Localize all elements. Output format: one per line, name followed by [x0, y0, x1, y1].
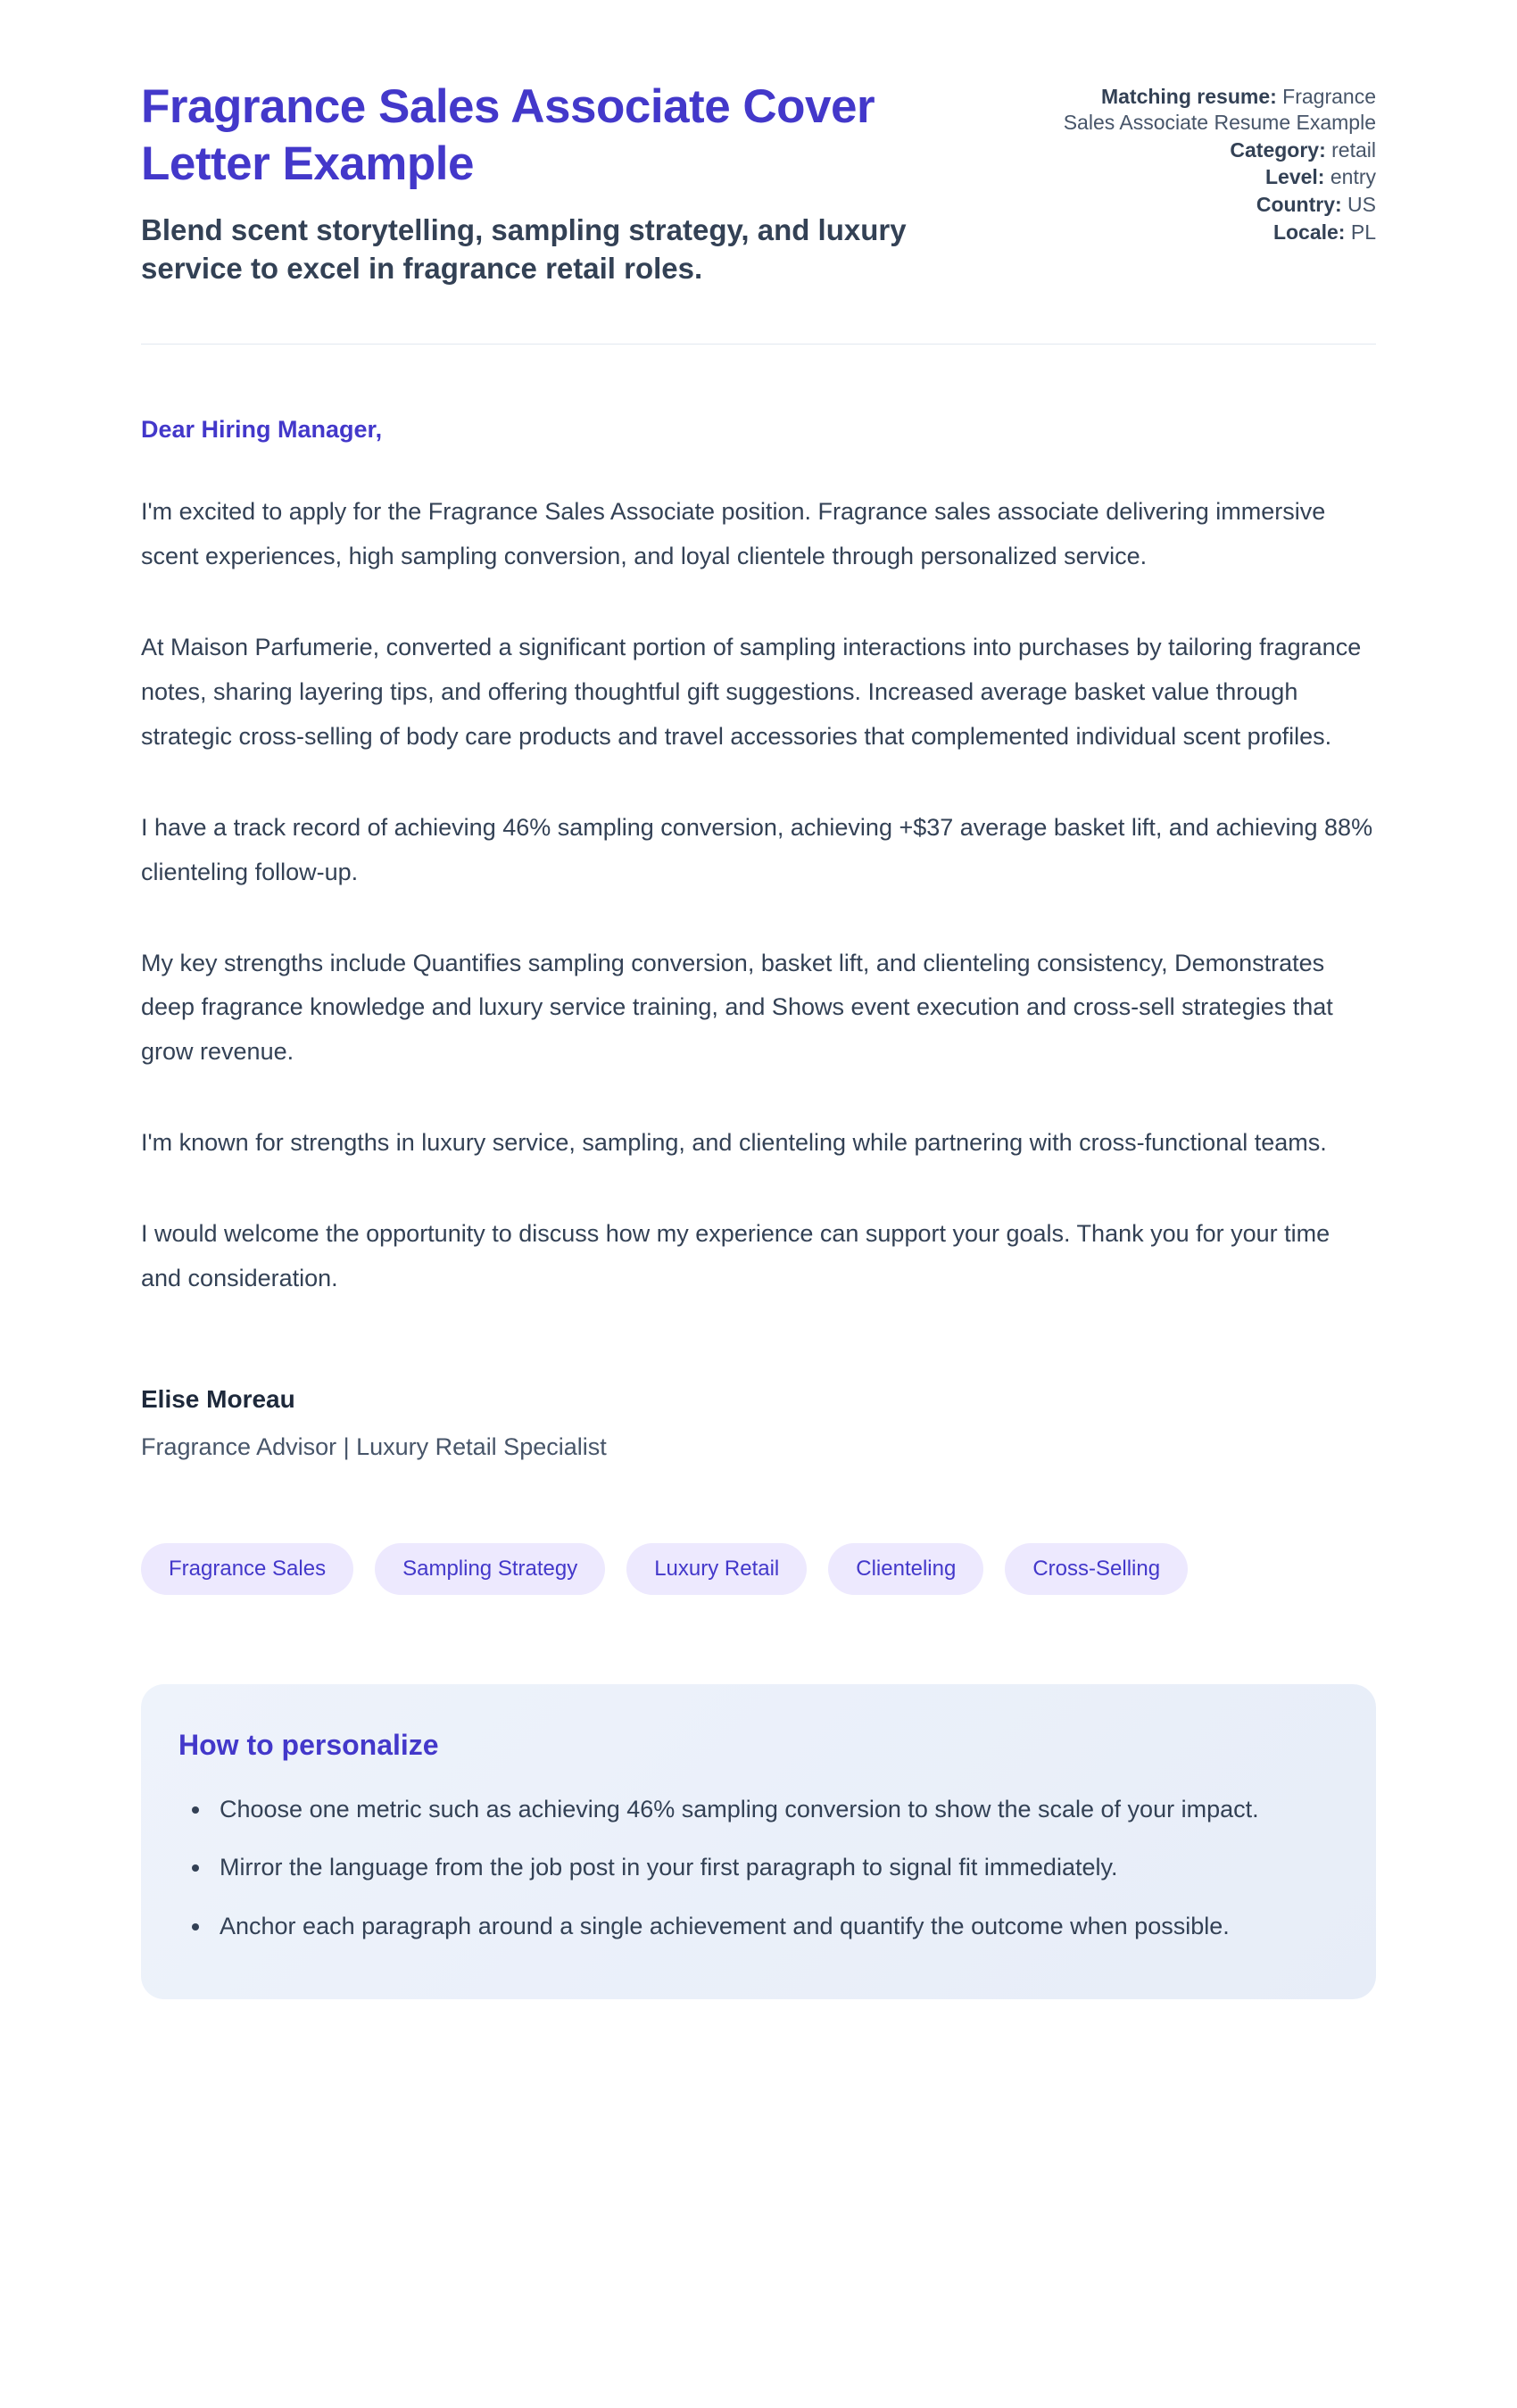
- page-title: Fragrance Sales Associate Cover Letter Example: [141, 80, 875, 190]
- meta-category-value: retail: [1331, 137, 1376, 162]
- tag-fragrance-sales[interactable]: Fragrance Sales: [141, 1543, 353, 1595]
- letter-paragraph: I'm excited to apply for the Fragrance Sales Associate position. Fragrance sales associate delivering immersive scent experiences, high sampling conversion, and loyal clientele through personalized service.: [141, 497, 1326, 569]
- tag-luxury-retail[interactable]: Luxury Retail: [626, 1543, 807, 1595]
- meta-country: [1048, 192, 1376, 218]
- tip-item: • Mirror the language from the job post in your first paragraph to signal fit immediately.: [212, 1847, 1326, 1889]
- tips-title: How to personalize: [178, 1729, 439, 1762]
- tag-clienteling[interactable]: Clienteling: [828, 1543, 983, 1595]
- meta-locale: [1048, 220, 1376, 245]
- meta-matching-resume: [1048, 84, 1376, 136]
- meta-locale-label: Locale:: [1272, 220, 1346, 244]
- page-subtitle: Blend scent storytelling, sampling strategy, and luxury service to excel in fragrance retail roles.: [141, 213, 907, 286]
- meta-category-label: Category:: [1230, 137, 1326, 162]
- meta-matching-resume-label: Matching resume:: [1100, 85, 1277, 108]
- letter-paragraph: My key strengths include Quantifies sampling conversion, basket lift, and clienteling consistency, Demonstrates deep fragrance knowledge and luxury service training, and Shows event execution and cross-sell strategies that grow revenue.: [141, 949, 1333, 1066]
- meta-level-label: Level:: [1264, 165, 1325, 189]
- meta-locale-value: PL: [1350, 220, 1376, 244]
- meta-matching-resume-value: Fragrance Sales Associate Resume Example: [1063, 85, 1376, 134]
- header: [141, 79, 1376, 288]
- header-title-block: [141, 79, 1002, 288]
- meta-country-value: US: [1347, 193, 1376, 216]
- tag-list: [141, 1543, 1376, 1595]
- tag-cross-selling[interactable]: Cross-Selling: [1005, 1543, 1188, 1595]
- resume-meta: [1048, 79, 1376, 247]
- letter-paragraph: I would welcome the opportunity to discuss how my experience can support your goals. Thank you for your time and consideration.: [141, 1220, 1330, 1292]
- tip-item: • Anchor each paragraph around a single achievement and quantify the outcome when possible.: [212, 1906, 1326, 1947]
- tips-list: [178, 1789, 1326, 1947]
- meta-country-label: Country:: [1256, 193, 1342, 216]
- cover-letter-body: [141, 416, 1376, 1461]
- tag-sampling-strategy[interactable]: Sampling Strategy: [375, 1543, 605, 1595]
- signature-role: Fragrance Advisor | Luxury Retail Specialist: [141, 1433, 607, 1461]
- letter-paragraph: At Maison Parfumerie, converted a significant portion of sampling interactions into purchases by tailoring fragrance notes, sharing layering tips, and offering thoughtful gift suggestions. Increased average basket value through strategic cross-selling of body care products and travel accessories that complemented individual scent profiles.: [141, 633, 1362, 750]
- signature-name: Elise Moreau: [141, 1385, 295, 1414]
- letter-paragraph: I have a track record of achieving 46% sampling conversion, achieving +$37 average basket lift, and achieving 88% clienteling follow-up.: [141, 813, 1373, 885]
- meta-level-value: entry: [1330, 165, 1376, 189]
- salutation: Dear Hiring Manager,: [141, 415, 383, 443]
- page-container: [141, 0, 1376, 2071]
- meta-category: [1048, 137, 1376, 163]
- personalize-tips-box: [141, 1684, 1376, 1999]
- tip-item: • Choose one metric such as achieving 46% sampling conversion to show the scale of your impact.: [212, 1789, 1326, 1831]
- header-divider: [141, 344, 1376, 345]
- meta-level: [1048, 164, 1376, 190]
- letter-paragraph: I'm known for strengths in luxury service, sampling, and clienteling while partnering with cross-functional teams.: [141, 1129, 1327, 1157]
